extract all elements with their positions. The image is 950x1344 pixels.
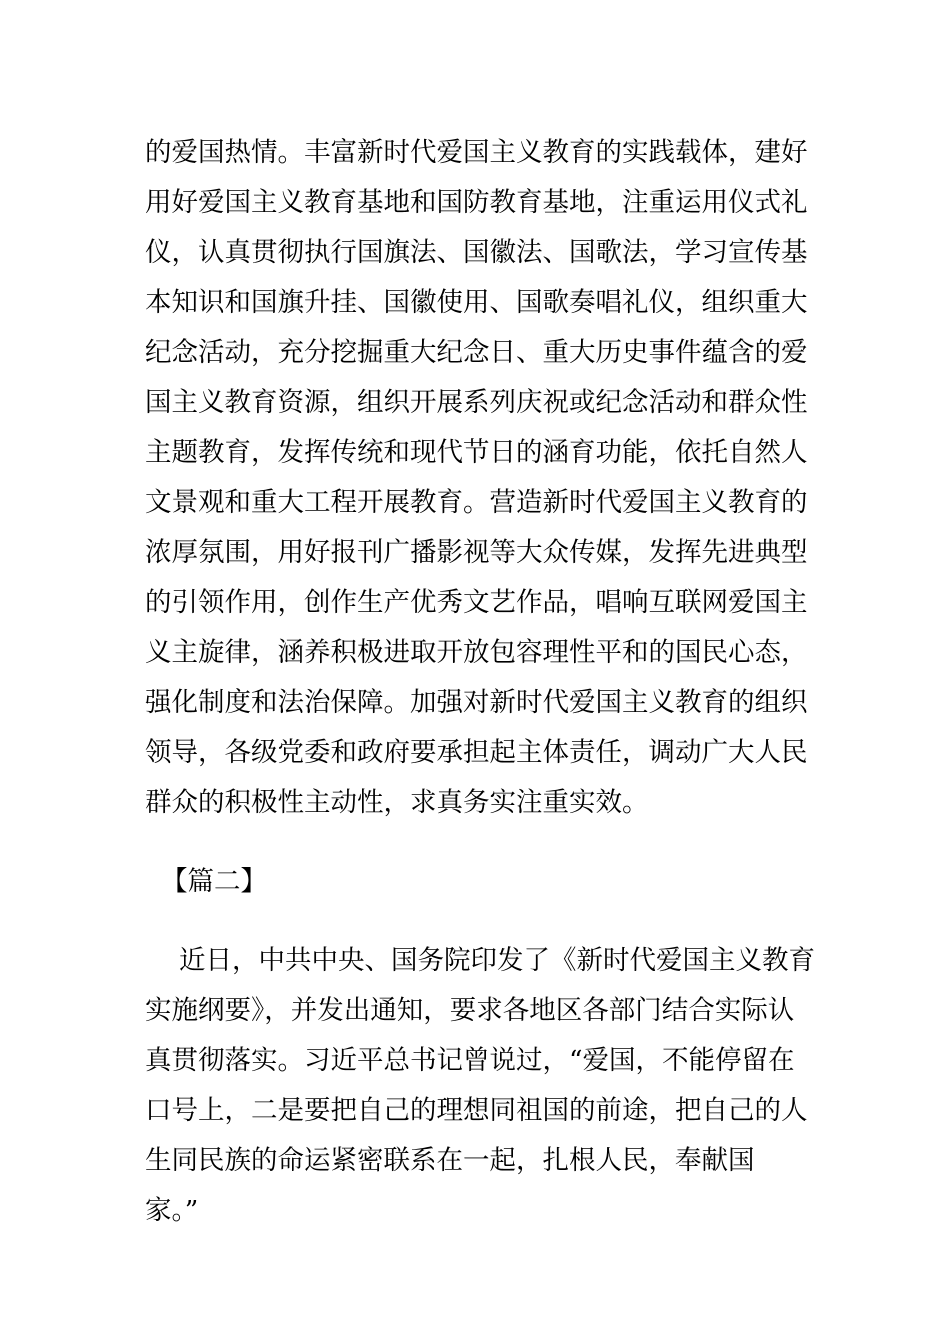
text-line: 口号上，二是要把自己的理想同祖国的前途，把自己的人 [145, 1095, 808, 1126]
text-line: 义主旋律，涵养积极进取开放包容理性平和的国民心态， [145, 637, 808, 668]
text-line: 强化制度和法治保障。加强对新时代爱国主义教育的组织 [145, 687, 808, 718]
paragraph-gap [145, 828, 805, 857]
document-body [145, 128, 815, 1236]
text-line: 领导，各级党委和政府要承担起主体责任，调动广大人民 [145, 737, 808, 768]
text-line: 仪，认真贯彻执行国旗法、国徽法、国歌法，学习宣传基 [145, 237, 808, 268]
section-heading: 【篇二】 [161, 866, 267, 897]
text-line: 群众的积极性主动性，求真务实注重实效。 [145, 787, 649, 818]
text-line: 主题教育，发挥传统和现代节日的涵育功能，依托自然人 [145, 437, 808, 468]
paragraph-gap [145, 907, 805, 936]
text-line: 纪念活动，充分挖掘重大纪念日、重大历史事件蕴含的爱 [145, 337, 808, 368]
text-line: 生同民族的命运紧密联系在一起，扎根人民，奉献国 [145, 1145, 755, 1176]
text-line: 的爱国热情。丰富新时代爱国主义教育的实践载体，建好 [145, 137, 808, 168]
text-line: 浓厚氛围，用好报刊广播影视等大众传媒，发挥先进典型 [145, 537, 808, 568]
text-line: 近日，中共中央、国务院印发了《新时代爱国主义教育 [179, 945, 815, 976]
text-line: 用好爱国主义教育基地和国防教育基地，注重运用仪式礼 [145, 187, 808, 218]
paragraph-1 [145, 128, 808, 828]
text-line: 国主义教育资源，组织开展系列庆祝或纪念活动和群众性 [145, 387, 808, 418]
text-line: 实施纲要》，并发出通知，要求各地区各部门结合实际认 [145, 995, 795, 1026]
paragraph-2 [145, 936, 815, 1236]
text-line: 文景观和重大工程开展教育。营造新时代爱国主义教育的 [145, 487, 808, 518]
text-line: 的引领作用，创作生产优秀文艺作品，唱响互联网爱国主 [145, 587, 808, 618]
text-line: 真贯彻落实。习近平总书记曾说过，“爱国，不能停留在 [145, 1045, 795, 1076]
text-line: 家。” [145, 1195, 199, 1226]
text-line: 本知识和国旗升挂、国徽使用、国歌奏唱礼仪，组织重大 [145, 287, 808, 318]
